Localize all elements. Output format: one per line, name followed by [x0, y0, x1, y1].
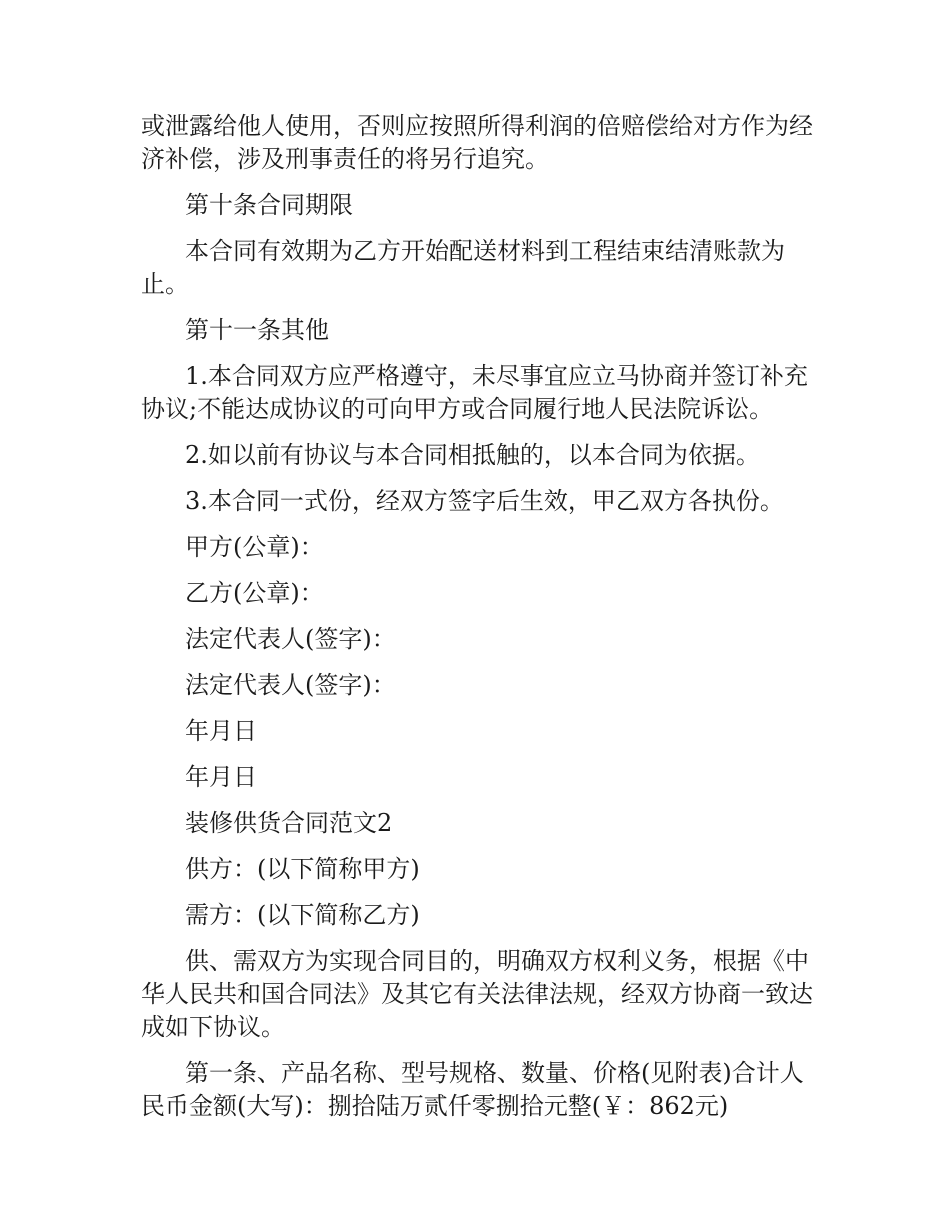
paragraph-contract-validity: 本合同有效期为乙方开始配送材料到工程结束结清账款为止。	[141, 237, 785, 298]
section-title-sample-2: 装修供货合同范文2	[185, 809, 393, 837]
signature-legal-rep-b: 法定代表人(签字)：	[185, 671, 396, 699]
document-body	[141, 110, 813, 1136]
signature-legal-rep-a: 法定代表人(签字)：	[185, 625, 396, 653]
heading-article-11-other: 第十一条其他	[185, 316, 329, 344]
paragraph-confidentiality-continued: 或泄露给他人使用，否则应按照所得利润的倍赔偿给对方作为经济补偿，涉及刑事责任的将另行追究。	[141, 112, 813, 173]
signature-date-a: 年月日	[185, 717, 257, 745]
party-buyer: 需方：(以下简称乙方)	[185, 901, 420, 929]
signature-party-a-seal: 甲方(公章)：	[185, 533, 324, 561]
clause-3-copies: 3.本合同一式份，经双方签字后生效，甲乙双方各执份。	[185, 487, 784, 515]
clause-2-precedence: 2.如以前有协议与本合同相抵触的，以本合同为依据。	[185, 441, 760, 469]
signature-date-b: 年月日	[185, 763, 257, 791]
paragraph-preamble: 供、需双方为实现合同目的，明确双方权利义务，根据《中华人民共和国合同法》及其它有关法律法规，经双方协商一致达成如下协议。	[141, 947, 813, 1041]
article-1-products: 第一条、产品名称、型号规格、数量、价格(见附表)合计人民币金额(大写)：捌拾陆万贰仟零捌拾元整(￥：862元)	[141, 1059, 804, 1120]
clause-1-compliance: 1.本合同双方应严格遵守，未尽事宜应立马协商并签订补充协议;不能达成协议的可向甲方或合同履行地人民法院诉讼。	[141, 362, 808, 423]
signature-party-b-seal: 乙方(公章)：	[185, 579, 324, 607]
heading-article-10-term: 第十条合同期限	[185, 191, 353, 219]
party-supplier: 供方：(以下简称甲方)	[185, 855, 420, 883]
